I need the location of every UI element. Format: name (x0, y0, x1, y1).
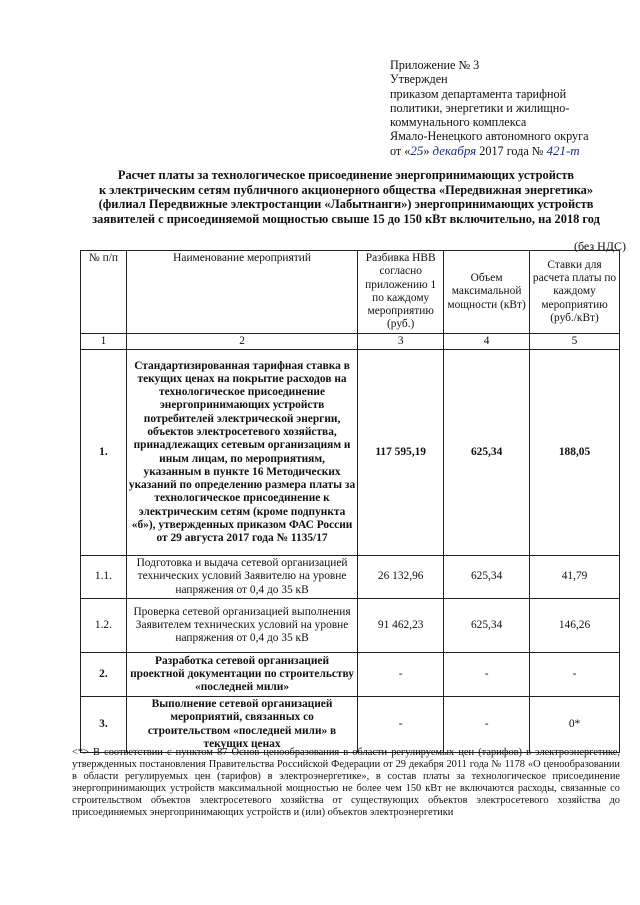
column-number: 4 (444, 333, 530, 349)
approved-label: Утвержден (390, 72, 448, 87)
column-number: 3 (358, 333, 444, 349)
row-rate: 41,79 (530, 556, 620, 599)
row-nvv: 117 595,19 (358, 350, 444, 556)
row-number: 1.2. (81, 598, 127, 652)
row-power: - (444, 696, 530, 752)
row-name: Выполнение сетевой организацией мероприятий, связанных со строительством «последней мили» в текущих ценах (126, 696, 357, 752)
handwritten-order-number: 421-т (546, 142, 580, 158)
title-line: (филиал Передвижные электростанции «Лабытнанги») энергопринимающих устройств (98, 197, 594, 212)
handwritten-month: декабря (432, 142, 477, 158)
document-title (72, 168, 620, 227)
row-nvv: 26 132,96 (358, 556, 444, 599)
row-rate: 146,26 (530, 598, 620, 652)
tariff-table (80, 250, 620, 753)
row-number: 3. (81, 696, 127, 752)
table-row (81, 556, 620, 599)
approval-line: коммунального комплекса (390, 115, 527, 130)
appendix-number: Приложение № 3 (390, 58, 480, 72)
table-row (81, 598, 620, 652)
row-name: Проверка сетевой организацией выполнения Заявителем технических условий на уровне напряжения от 0,4 до 35 кВ (126, 598, 357, 652)
title-line: заявителей с присоединяемой мощностью свыше 15 до 150 кВт включительно, на 2018 год (92, 212, 600, 227)
header-row (81, 251, 620, 334)
column-number: 1 (81, 333, 127, 349)
row-nvv: 91 462,23 (358, 598, 444, 652)
approval-block (390, 58, 625, 158)
header-power: Объем максимальной мощности (кВт) (444, 251, 530, 334)
column-number-row (81, 333, 620, 349)
row-name: Разработка сетевой организацией проектной документации по строительству «последней мили» (126, 652, 357, 696)
approval-line: Ямало-Ненецкого автономного округа (390, 129, 589, 144)
row-power: - (444, 652, 530, 696)
row-name: Подготовка и выдача сетевой организацией технических условий Заявителю на уровне напряжения от 0,4 до 35 кВ (126, 556, 357, 599)
table-row (81, 652, 620, 696)
vat-note: (без НДС) (573, 239, 626, 253)
column-number: 5 (530, 333, 620, 349)
row-name: Стандартизированная тарифная ставка в текущих ценах на покрытие расходов на технологическое присоединение энергопринимающих устройств потребителей электрической энергии, объектов электросетевого хозяйства, принадлежащих сетевым организациям и иным лицам, по мероприятиям, указанным в пункте 16 Методических указаний по определению размера платы за технологическое присоединение к электрическим сетям (кроме подпункта «б»), утвержденных приказом ФАС России от 29 августа 2017 года № 1135/17 (126, 350, 357, 556)
row-rate: - (530, 652, 620, 696)
row-nvv: - (358, 696, 444, 752)
row-power: 625,34 (444, 556, 530, 599)
row-nvv: - (358, 652, 444, 696)
column-number: 2 (126, 333, 357, 349)
row-number: 2. (81, 652, 127, 696)
header-nvv: Разбивка НВВ согласно приложению 1 по каждому мероприятию (руб.) (358, 251, 444, 334)
row-rate: 0* (530, 696, 620, 752)
table-row (81, 696, 620, 752)
title-line: к электрическим сетям публичного акционерного общества «Передвижная энергетика» (98, 182, 594, 197)
header-rate: Ставки для расчета платы по каждому мероприятию (руб./кВт) (530, 251, 620, 334)
row-number: 1.1. (81, 556, 127, 599)
row-power: 625,34 (444, 350, 530, 556)
row-number: 1. (81, 350, 127, 556)
handwritten-day: 25 (410, 142, 424, 158)
approval-date-line: от «25» декабря 2017 года № 421-т (390, 142, 580, 158)
approval-line: приказом департамента тарифной (390, 86, 567, 101)
table-row (81, 350, 620, 556)
header-number: № п/п (81, 251, 127, 334)
row-rate: 188,05 (530, 350, 620, 556)
row-power: 625,34 (444, 598, 530, 652)
footnote: <*> В соответствии с пунктом 87 Основ ценообразования в области регулируемых цен (тарифов) в электроэнергетике, утвержденных постановления Правительства Российской Федерации от 29 декабря 2011 года № 1178 «О ценообразовании в области регулируемых цен (тарифов) в электроэнергетике», в состав платы за технологическое присоединение энергопринимающих устройств максимальной мощностью не более чем 150 кВт не включаются расходы, связанные со строительством объектов электросетевого хозяйства от существующих объектов электросетевого хозяйства до присоединяемых энергопринимающих устройств и (или) объектов электроэнергетики (72, 747, 620, 818)
approval-line: политики, энергетики и жилищно- (390, 100, 570, 115)
title-line: Расчет платы за технологическое присоединение энергопринимающих устройств (117, 168, 575, 182)
header-name: Наименование мероприятий (126, 251, 357, 334)
